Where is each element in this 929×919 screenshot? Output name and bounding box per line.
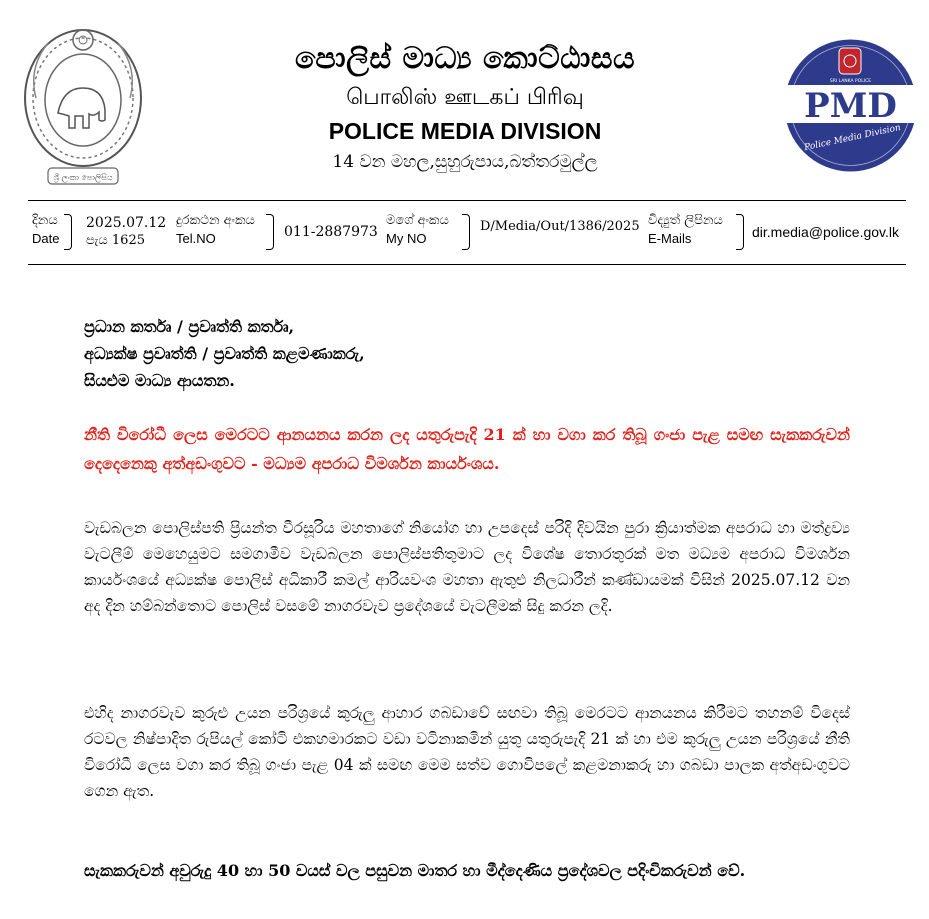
pmd-ring-text: Police Media Division [803,122,902,154]
addressee-line: ප්‍රධාන කර්තෘ / ප්‍රවෘත්ති කර්තෘ, [84,317,295,336]
email-value: dir.media@police.gov.lk [752,224,900,240]
bracket [266,214,274,250]
date-label: දිනය Date [32,213,60,246]
title-tamil: பொலிஸ் ஊடகப் பிரிவு [346,85,584,110]
bracket [462,214,470,250]
divider-top [28,200,906,201]
body-paragraph-2: එහිද නාගරවැව කුරුළු උයන පරිශ්‍රයේ කුරුලු ආහාර ගබඩාවේ සඟවා තිබූ මෙරටට ආනයනය කිරීමට තහනම් විදෙස් රටවල නිෂ්පාදිත රුපියල් කෝටි එකහමාරකට වඩා වටිනාකමින් යුතු යතුරුපැදි 21 ක් හා එම කුරුලු උයන පරිශ්‍රයේ නීති විරෝධී ලෙස වගා කර තිබූ ගංජා පැළ 04 ක් සමඟ මෙම සත්ව ගොවිපලේ කළමනාකරු හා ගබඩා පාලක අත්අඩංගුවට ගෙන ඇත. [84,704,850,800]
crest-text: ශ්‍රී ලංකා පොලිසිය [53,173,113,182]
bracket [736,214,744,250]
divider-bottom [28,264,906,265]
bracket [64,214,72,250]
tel-label: දුරකථන අංකය Tel.NO [176,213,255,246]
subject-heading: නීති විරෝධී ලෙස මෙරටට ආනයනය කරන ලද යතුරුපැදි 21 ක් හා වගා කර තිබූ ගංජා පැළ සමඟ සැකකරුවන් දෙදෙනෙකු අත්අඩංගුවට - මධ්‍යම අපරාධ විමර්ශන කාර්යංශය. [84,425,850,473]
addressee-line: සියළුම මාධ්‍ය ආයතන. [84,371,235,390]
pmd-logo [783,38,918,173]
pmd-small-text: SRI LANKA POLICE [829,79,872,84]
police-crest-logo [18,18,148,193]
body-paragraph-1: වැඩබලන පොලිස්පති ප්‍රියන්ත වීරසූරිය මහතාගේ නියෝග හා උපදෙස් පරිදි දිවයින පුරා ක්‍රියාත්මක අපරාධ හා මත්ද්‍රව්‍ය වැටලීම් මෙහෙයුමට සමගාමීව වැඩබලන පොලිස්පතිතුමාට ලද විශේෂ තොරතුරක් මත මධ්‍යම අපරාධ විමර්ශන කාර්යංශයේ අධ්‍යක්ෂ පොලිස් අධිකාරී කමල් ආරියවංශ මහතා ඇතුළු නිලධාරීන් කණ්ඩායමක් විසින් 2025.07.12 වන අද දින හම්බන්තොට පොලිස් වසමේ නාගරවැව ප්‍රදේශයේ වැටලීමක් සිදු කරන ලදි. [84,519,850,615]
addressee-line: අධ්‍යක්ෂ ප්‍රවෘත්ති / ප්‍රවෘත්ති කළමණාකරු, [84,344,365,363]
pmd-main-text: PMD [804,86,897,126]
my-no-value: D/Media/Out/1386/2025 [480,219,640,234]
date-value: 2025.07.12 [86,215,167,231]
title-sinhala: පොලිස් මාධ්‍ය කොට්ඨාසය [294,41,636,76]
info-bar [28,200,906,265]
time-value: පැය 1625 [86,233,145,248]
email-label: විද්‍යුත් ලිපිනය E-Mails [648,213,723,246]
tel-value: 011-2887973 [284,224,378,240]
letterhead [230,40,700,176]
address: 14 වන මහල,සුහුරුපාය,බත්තරමුල්ල [332,152,598,172]
my-no-label: මගේ අංකය My NO [386,213,449,246]
addressee-block [84,313,365,394]
body-paragraph-3: සැකකරුවන් අවුරුදු 40 හා 50 වයස් වල පසුවන මාතර හා මීද්දෙණිය ප්‍රදේශවල පදිංචිකරුවන් වේ. [84,861,746,880]
title-english: POLICE MEDIA DIVISION [328,118,602,144]
